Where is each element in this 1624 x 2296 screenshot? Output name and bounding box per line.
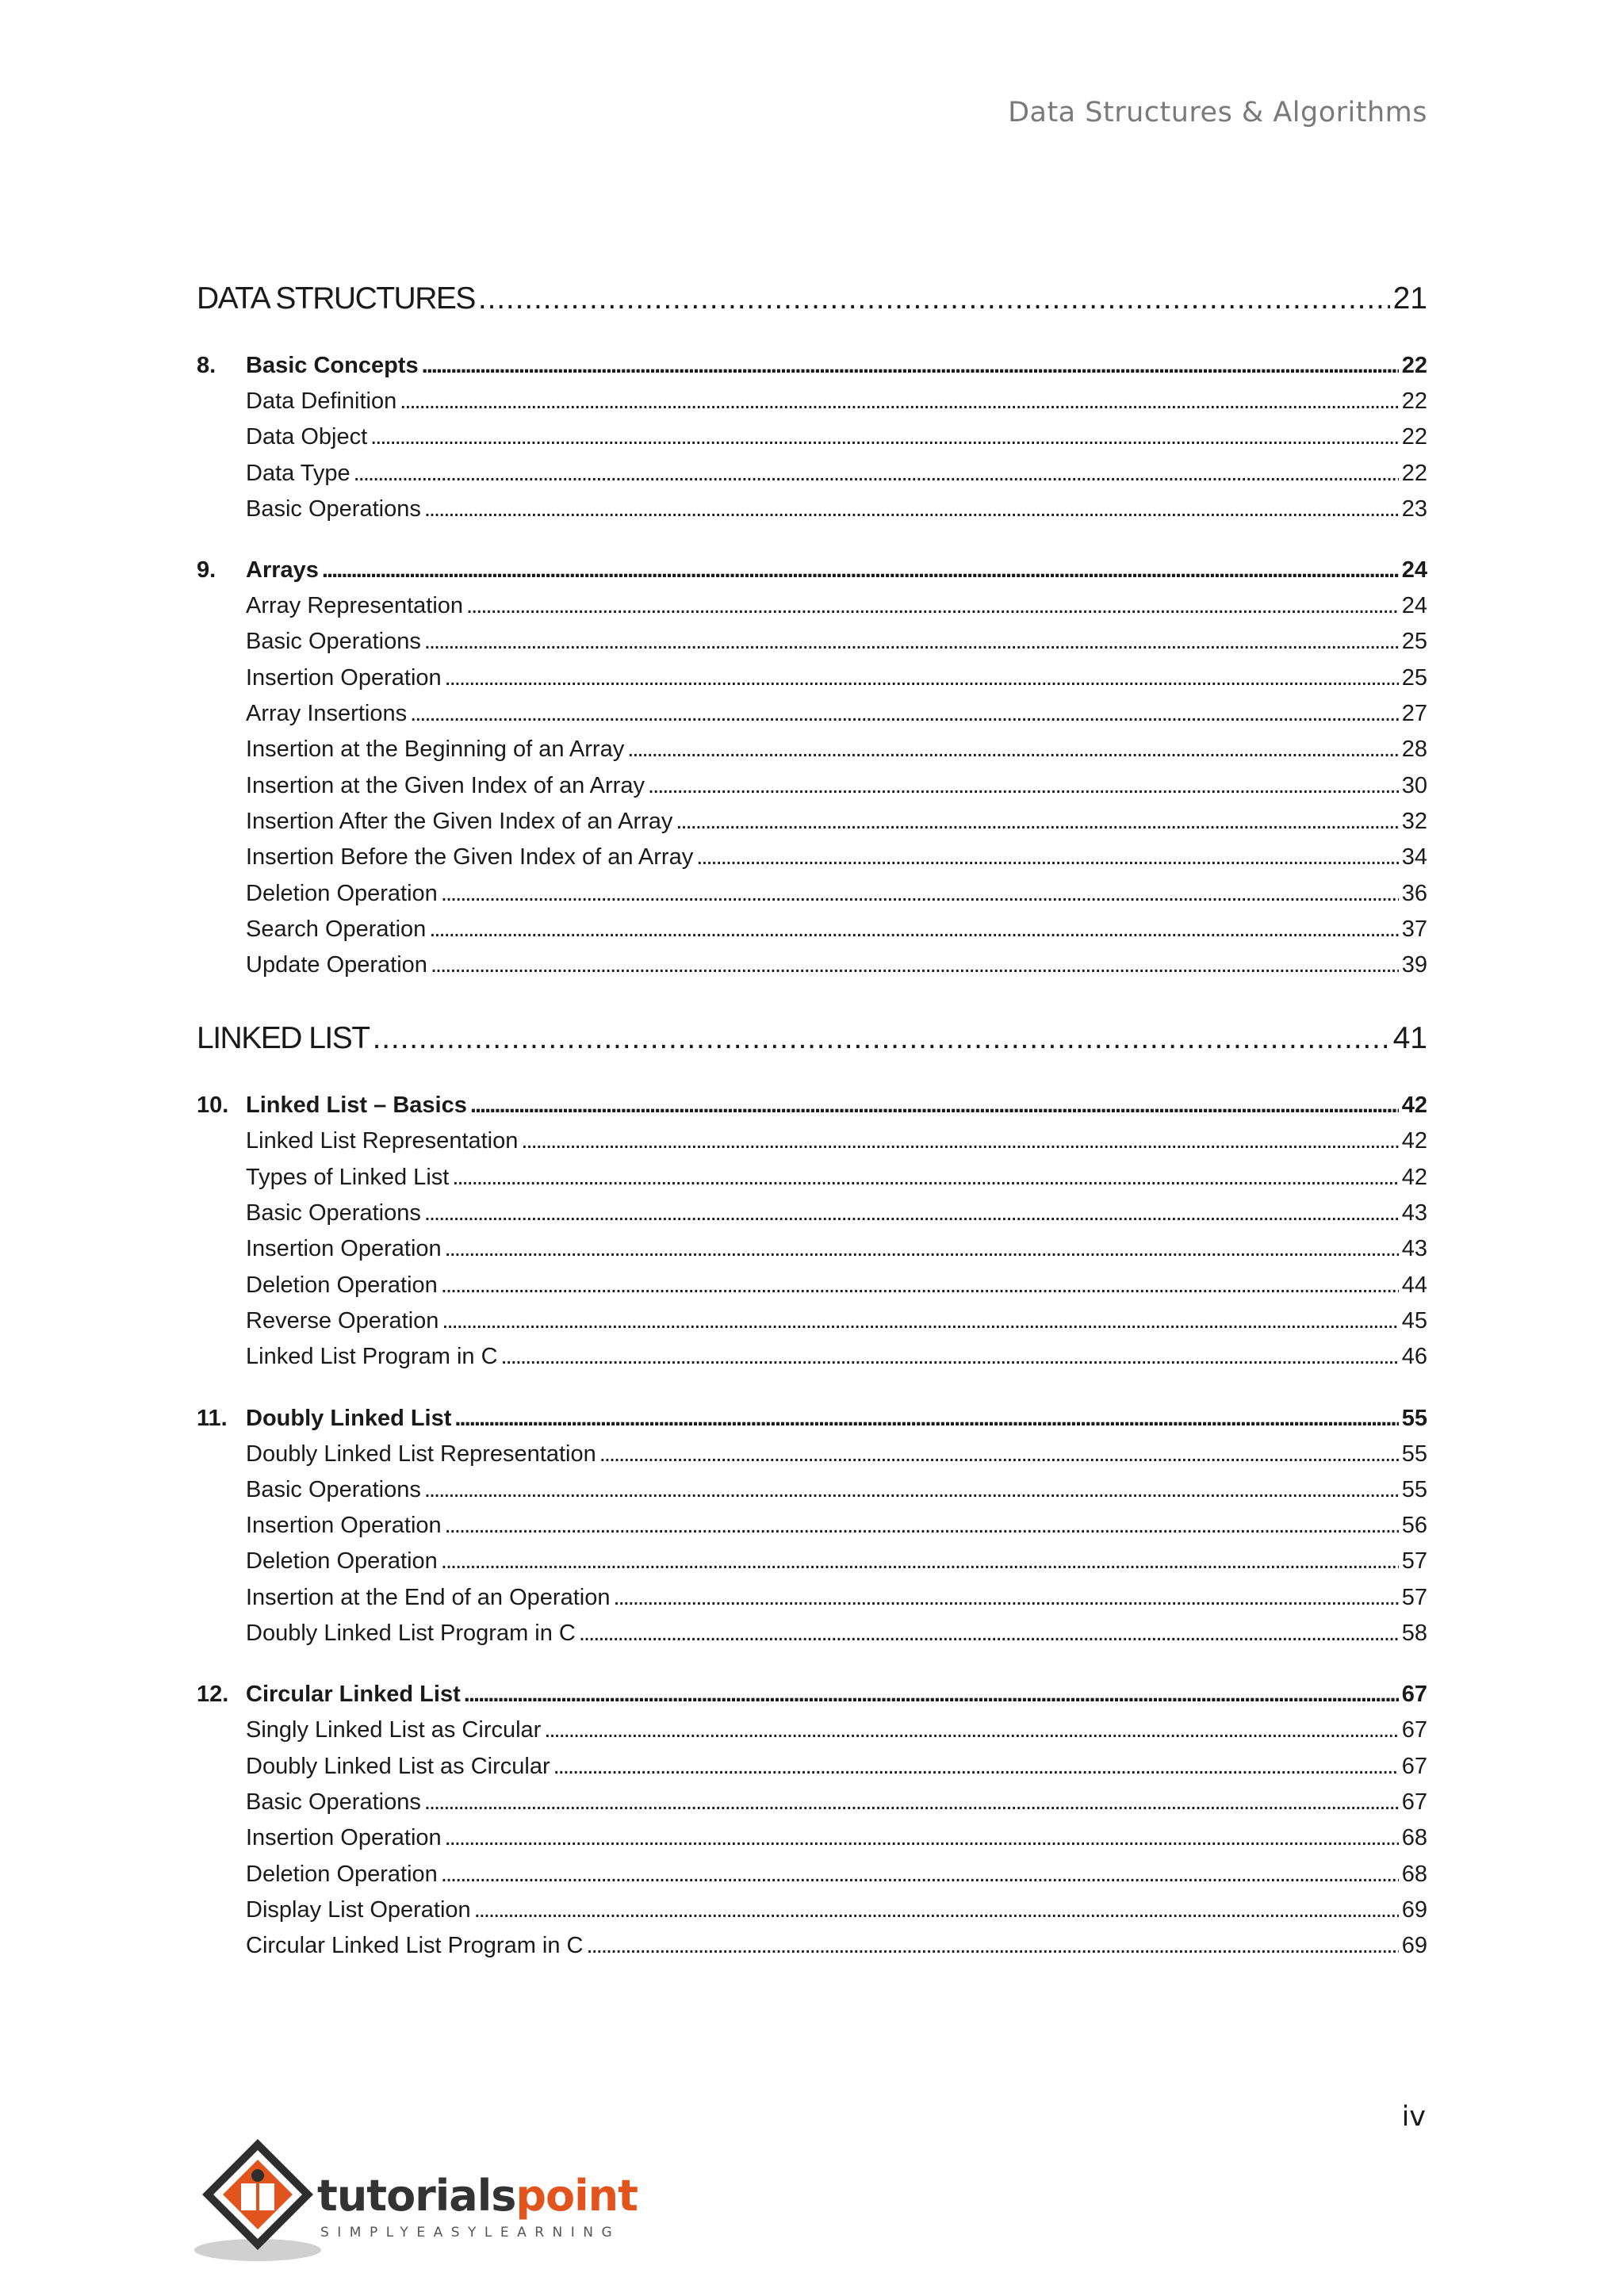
brand-word-1: tutorials (317, 2171, 516, 2221)
toc-section-page: 37 (1401, 916, 1427, 942)
toc-part-title: LINKED LIST (197, 1021, 370, 1056)
toc-section-row[interactable] (197, 1621, 1427, 1656)
toc-section-page: 42 (1401, 1164, 1427, 1190)
toc-section-row[interactable] (197, 737, 1427, 772)
toc-leader-dots (470, 1093, 1399, 1119)
toc-section-row[interactable] (197, 424, 1427, 460)
toc-section-page: 58 (1401, 1621, 1427, 1647)
toc-section-page: 27 (1401, 701, 1427, 727)
toc-chapter-number: 10. (197, 1093, 229, 1119)
toc-section-title: Insertion at the Beginning of an Array (246, 737, 625, 763)
toc-section-title: Doubly Linked List Representation (246, 1441, 596, 1467)
toc-section-row[interactable] (197, 952, 1427, 988)
toc-section-row[interactable] (197, 593, 1427, 629)
toc-section-row[interactable] (197, 1477, 1427, 1513)
toc-leader-dots (553, 1754, 1399, 1780)
toc-section-title: Update Operation (246, 952, 427, 978)
toc-section-row[interactable] (197, 1165, 1427, 1200)
toc-section-title: Doubly Linked List as Circular (246, 1753, 550, 1779)
toc-section-row[interactable] (197, 844, 1427, 880)
toc-section-title: Insertion at the End of an Operation (246, 1584, 611, 1610)
toc-part-page: 21 (1392, 281, 1427, 316)
toc-section-title: Insertion Operation (246, 1236, 442, 1262)
toc-chapter-row[interactable] (197, 1406, 1427, 1441)
toc-chapter-page: 24 (1401, 557, 1427, 584)
toc-section-page: 57 (1401, 1584, 1427, 1610)
toc-leader-dots (445, 1825, 1399, 1851)
toc-section-row[interactable] (197, 1548, 1427, 1584)
toc-leader-dots (599, 1441, 1399, 1468)
toc-section-title: Insertion at the Given Index of an Array (246, 772, 645, 798)
part-spacer (197, 988, 1427, 1021)
toc-section-row[interactable] (197, 1754, 1427, 1789)
toc-leader-dots (648, 773, 1399, 799)
toc-section-title: Array Insertions (246, 701, 408, 727)
toc-part-title: DATA STRUCTURES (197, 281, 475, 316)
toc-section-title: Insertion Operation (246, 1825, 442, 1851)
toc-section-row[interactable] (197, 1825, 1427, 1861)
toc-leader-dots (441, 1548, 1399, 1575)
toc-leader-dots (429, 916, 1398, 943)
toc-section-row[interactable] (197, 1585, 1427, 1621)
toc-leader-dots (696, 844, 1399, 871)
toc-leader-dots (579, 1621, 1399, 1647)
toc-chapter-label (197, 557, 319, 584)
toc-section-title: Basic Operations (246, 629, 421, 655)
toc-section-row[interactable] (197, 1897, 1427, 1933)
toc-leader-dots (586, 1933, 1398, 1959)
toc-section-page: 45 (1401, 1307, 1427, 1334)
toc-section-row[interactable] (197, 701, 1427, 737)
toc-chapter-label (197, 1406, 451, 1432)
toc-section-page: 28 (1401, 737, 1427, 763)
toc-section-title: Basic Operations (246, 496, 421, 522)
toc-section-title: Deletion Operation (246, 1548, 438, 1575)
toc-section-page: 69 (1401, 1933, 1427, 1959)
toc-leader-dots (676, 809, 1398, 835)
toc-leader-dots (613, 1585, 1398, 1611)
toc-section-title: Deletion Operation (246, 1861, 438, 1887)
toc-chapter-title: Basic Concepts (246, 353, 419, 378)
toc-chapter-page: 55 (1401, 1405, 1427, 1431)
toc-section-page: 67 (1401, 1753, 1427, 1779)
toc-section-page: 43 (1401, 1200, 1427, 1226)
toc-section-page: 36 (1401, 880, 1427, 906)
toc-chapter-label (197, 353, 419, 379)
toc-section-title: Data Definition (246, 388, 397, 414)
toc-section-row[interactable] (197, 1272, 1427, 1308)
toc-section-title: Doubly Linked List Program in C (246, 1621, 576, 1647)
toc-part-row[interactable] (197, 281, 1427, 324)
toc-section-row[interactable] (197, 461, 1427, 496)
toc-chapter-row[interactable] (197, 1093, 1427, 1128)
toc-section-title: Reverse Operation (246, 1307, 439, 1334)
toc-section-page: 43 (1401, 1236, 1427, 1262)
toc-section-row[interactable] (197, 881, 1427, 916)
toc-leader-dots (627, 737, 1399, 763)
toc-section-row[interactable] (197, 665, 1427, 701)
toc-section-row[interactable] (197, 1513, 1427, 1548)
toc-section-title: Array Representation (246, 593, 464, 619)
toc-section-row[interactable] (197, 1236, 1427, 1272)
toc-leader-dots (501, 1344, 1399, 1370)
toc-section-page: 24 (1401, 593, 1427, 619)
page-number: iv (1401, 2101, 1426, 2133)
toc-chapter-page: 67 (1401, 1682, 1427, 1708)
toc-section-title: Data Object (246, 424, 368, 450)
toc-leader-dots (441, 1272, 1399, 1299)
toc-leader-dots (354, 461, 1399, 487)
toc-leader-dots (322, 557, 1399, 584)
toc-section-page: 46 (1401, 1344, 1427, 1370)
toc-section-row[interactable] (197, 773, 1427, 809)
toc-leader-dots (521, 1128, 1398, 1154)
toc-section-title: Insertion Before the Given Index of an Array (246, 844, 694, 871)
toc-section-row[interactable] (197, 388, 1427, 424)
table-of-contents (197, 281, 1427, 1969)
toc-section-page: 39 (1401, 952, 1427, 978)
toc-section-title: Basic Operations (246, 1476, 421, 1502)
toc-section-page: 69 (1401, 1896, 1427, 1923)
tutorialspoint-logo (190, 2133, 638, 2267)
toc-section-page: 22 (1401, 388, 1427, 414)
toc-leader-dots (441, 881, 1399, 907)
toc-leader-dots (424, 1200, 1399, 1226)
toc-section-row[interactable] (197, 629, 1427, 664)
toc-section-page: 42 (1401, 1128, 1427, 1154)
toc-section-row[interactable] (197, 1344, 1427, 1380)
toc-section-page: 55 (1401, 1441, 1427, 1467)
toc-section-page: 68 (1401, 1825, 1427, 1851)
toc-section-row[interactable] (197, 1789, 1427, 1825)
toc-section-page: 34 (1401, 844, 1427, 871)
tutorialspoint-logo-icon (190, 2133, 325, 2267)
toc-leader-dots (454, 1406, 1398, 1432)
toc-chapter-number: 8. (197, 353, 216, 378)
toc-section-page: 56 (1401, 1513, 1427, 1539)
toc-chapter-title: Arrays (246, 557, 319, 584)
toc-chapter-page: 42 (1401, 1093, 1427, 1119)
toc-section-page: 57 (1401, 1548, 1427, 1575)
toc-leader-dots (422, 353, 1399, 379)
toc-section-page: 25 (1401, 664, 1427, 691)
toc-chapter-row[interactable] (197, 353, 1427, 388)
brand-word-2: point (515, 2171, 638, 2221)
toc-section-title: Basic Operations (246, 1200, 421, 1226)
toc-section-row[interactable] (197, 1862, 1427, 1897)
toc-section-page: 23 (1401, 496, 1427, 522)
toc-section-title: Linked List Program in C (246, 1344, 498, 1370)
toc-part-row[interactable] (197, 1021, 1427, 1064)
toc-leader-dots (544, 1717, 1398, 1743)
toc-section-title: Deletion Operation (246, 1272, 438, 1298)
toc-section-title: Types of Linked List (246, 1164, 450, 1190)
toc-leader-dots (466, 593, 1399, 619)
toc-chapter-title: Circular Linked List (246, 1682, 461, 1708)
toc-section-title: Deletion Operation (246, 880, 438, 906)
toc-section-row[interactable] (197, 1717, 1427, 1753)
toc-section-row[interactable] (197, 916, 1427, 952)
toc-section-title: Data Type (246, 460, 350, 486)
toc-section-row[interactable] (197, 1200, 1427, 1236)
toc-leader-dots (445, 1236, 1399, 1262)
toc-section-page: 30 (1401, 772, 1427, 798)
toc-chapter-number: 12. (197, 1682, 229, 1708)
toc-leader-dots (431, 952, 1399, 978)
toc-leader-dots (452, 1165, 1398, 1191)
toc-leader-dots (464, 1682, 1399, 1708)
toc-section-row[interactable] (197, 1441, 1427, 1477)
toc-section-title: Insertion After the Given Index of an Array (246, 808, 673, 834)
toc-leader-dots (441, 1862, 1399, 1888)
toc-section-page: 22 (1401, 460, 1427, 486)
toc-chapter-title: Doubly Linked List (246, 1405, 452, 1431)
toc-leader-dots (445, 1513, 1399, 1539)
toc-section-page: 67 (1401, 1717, 1427, 1743)
toc-section-page: 32 (1401, 808, 1427, 834)
toc-leader-dots (445, 665, 1399, 691)
toc-leader-dots (424, 629, 1399, 655)
toc-section-title: Search Operation (246, 916, 427, 942)
toc-leader-dots (478, 281, 1390, 316)
toc-chapter-label (197, 1682, 461, 1708)
toc-chapter-row[interactable] (197, 557, 1427, 593)
toc-section-page: 25 (1401, 629, 1427, 655)
toc-section-page: 68 (1401, 1861, 1427, 1887)
toc-leader-dots (400, 388, 1399, 415)
toc-section-page: 67 (1401, 1789, 1427, 1815)
toc-section-page: 55 (1401, 1476, 1427, 1502)
toc-section-row[interactable] (197, 1308, 1427, 1344)
toc-section-row[interactable] (197, 1933, 1427, 1969)
toc-section-title: Insertion Operation (246, 664, 442, 691)
toc-section-row[interactable] (197, 809, 1427, 844)
toc-section-title: Singly Linked List as Circular (246, 1717, 542, 1743)
toc-section-title: Insertion Operation (246, 1513, 442, 1539)
toc-chapter-row[interactable] (197, 1682, 1427, 1717)
running-header: Data Structures & Algorithms (1008, 97, 1427, 128)
toc-leader-dots (442, 1308, 1398, 1334)
toc-section-row[interactable] (197, 1128, 1427, 1164)
toc-chapter-number: 9. (197, 557, 216, 584)
toc-chapter-page: 22 (1401, 353, 1427, 378)
toc-chapter-label (197, 1093, 467, 1119)
toc-chapter-number: 11. (197, 1405, 228, 1431)
toc-section-title: Linked List Representation (246, 1128, 519, 1154)
toc-section-title: Display List Operation (246, 1896, 471, 1923)
toc-section-title: Circular Linked List Program in C (246, 1933, 584, 1959)
toc-leader-dots (373, 1021, 1390, 1056)
toc-section-title: Basic Operations (246, 1789, 421, 1815)
toc-part-page: 41 (1392, 1021, 1427, 1056)
toc-leader-dots (424, 1789, 1399, 1816)
toc-section-page: 44 (1401, 1272, 1427, 1298)
toc-leader-dots (424, 1477, 1399, 1503)
toc-chapter-title: Linked List – Basics (246, 1093, 467, 1119)
brand-tagline: SIMPLYEASYLEARNING (320, 2225, 621, 2241)
toc-leader-dots (474, 1897, 1399, 1923)
brand-wordmark (317, 2171, 638, 2221)
toc-section-row[interactable] (197, 496, 1427, 532)
toc-leader-dots (370, 424, 1399, 450)
toc-leader-dots (410, 701, 1399, 727)
toc-section-page: 22 (1401, 424, 1427, 450)
toc-leader-dots (424, 496, 1399, 522)
